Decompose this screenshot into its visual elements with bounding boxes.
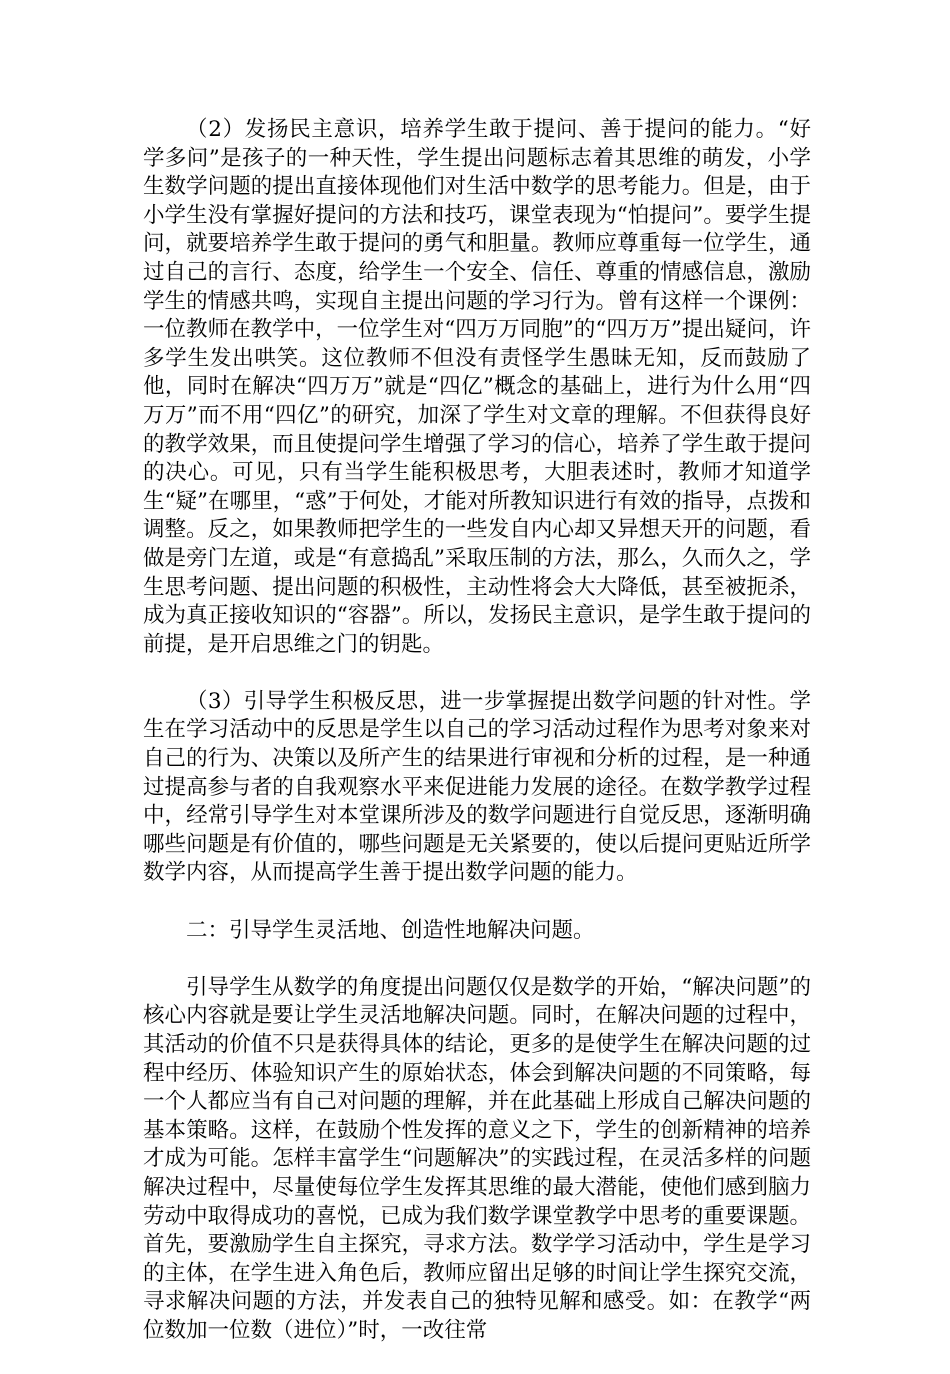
paragraph-problem-solving: 引导学生从数学的角度提出问题仅仅是数学的开始，“解决问题”的核心内容就是要让学生灵活地解决问题。同时，在解决问题的过程中，其活动的价值不只是获得具体的结论，更多的是使学生在解决问题的过程中经历、体验知识产生的原始状态，体会到解决问题的不同策略，每一个人都应当有自己对问题的理解，并在此基础上形成自己解决问题的基本策略。这样，在鼓励个性发挥的意义之下，学生的创新精神的培养才成为可能。怎样丰富学生“问题解决”的实践过程，在灵活多样的问题解决过程中，尽量使每位学生发挥其思维的最大潜能，使他们感到脑力劳动中取得成功的喜悦，已成为我们数学课堂教学中思考的重要课题。首先，要激励学生自主探究，寻求方法。数学学习活动中，学生是学习的主体，在学生进入角色后，教师应留出足够的时间让学生探究交流，寻求解决问题的方法，并发表自己的独特见解和感受。如：在教学“两位数加一位数（进位）”时，一改往常 xyxy=(143,974,811,1343)
paragraph-reflection: （3）引导学生积极反思，进一步掌握提出数学问题的针对性。学生在学习活动中的反思是学生以自己的学习活动过程作为思考对象来对自己的行为、决策以及所产生的结果进行审视和分析的过程，是一种通过提高参与者的自我观察水平来促进能力发展的途径。在数学教学过程中，经常引导学生对本堂课所涉及的数学问题进行自觉反思，逐渐明确哪些问题是有价值的，哪些问题是无关紧要的，使以后提问更贴近所学数学内容，从而提高学生善于提出数学问题的能力。 xyxy=(143,688,811,886)
section-heading-problem-solving: 二：引导学生灵活地、创造性地解决问题。 xyxy=(186,917,595,943)
document-body xyxy=(143,116,811,1374)
paragraph-democracy-questioning: （2）发扬民主意识，培养学生敢于提问、善于提问的能力。“好学多问”是孩子的一种天性，学生提出问题标志着其思维的萌发，小学生数学问题的提出直接体现他们对生活中数学的思考能力。但是，由于小学生没有掌握好提问的方法和技巧，课堂表现为“怕提问”。要学生提问，就要培养学生敢于提问的勇气和胆量。教师应尊重每一位学生，通过自己的言行、态度，给学生一个安全、信任、尊重的情感信息，激励学生的情感共鸣，实现自主提出问题的学习行为。曾有这样一个课例：一位教师在教学中，一位学生对“四万万同胞”的“四万万”提出疑问，许多学生发出哄笑。这位教师不但没有责怪学生愚昧无知，反而鼓励了他，同时在解决“四万万”就是“四亿”概念的基础上，进行为什么用“四万万”而不用“四亿”的研究，加深了学生对文章的理解。不但获得良好的教学效果，而且使提问学生增强了学习的信心，培养了学生敢于提问的决心。可见，只有当学生能积极思考，大胆表述时，教师才知道学生“疑”在哪里，“惑”于何处，才能对所教知识进行有效的指导，点拨和调整。反之，如果教师把学生的一些发自内心却又异想天开的问题，看做是旁门左道，或是“有意捣乱”采取压制的方法，那么，久而久之，学生思考问题、提出问题的积极性，主动性将会大大降低，甚至被扼杀，成为真正接收知识的“容器”。所以，发扬民主意识，是学生敢于提问的前提，是开启思维之门的钥匙。 xyxy=(143,117,811,657)
